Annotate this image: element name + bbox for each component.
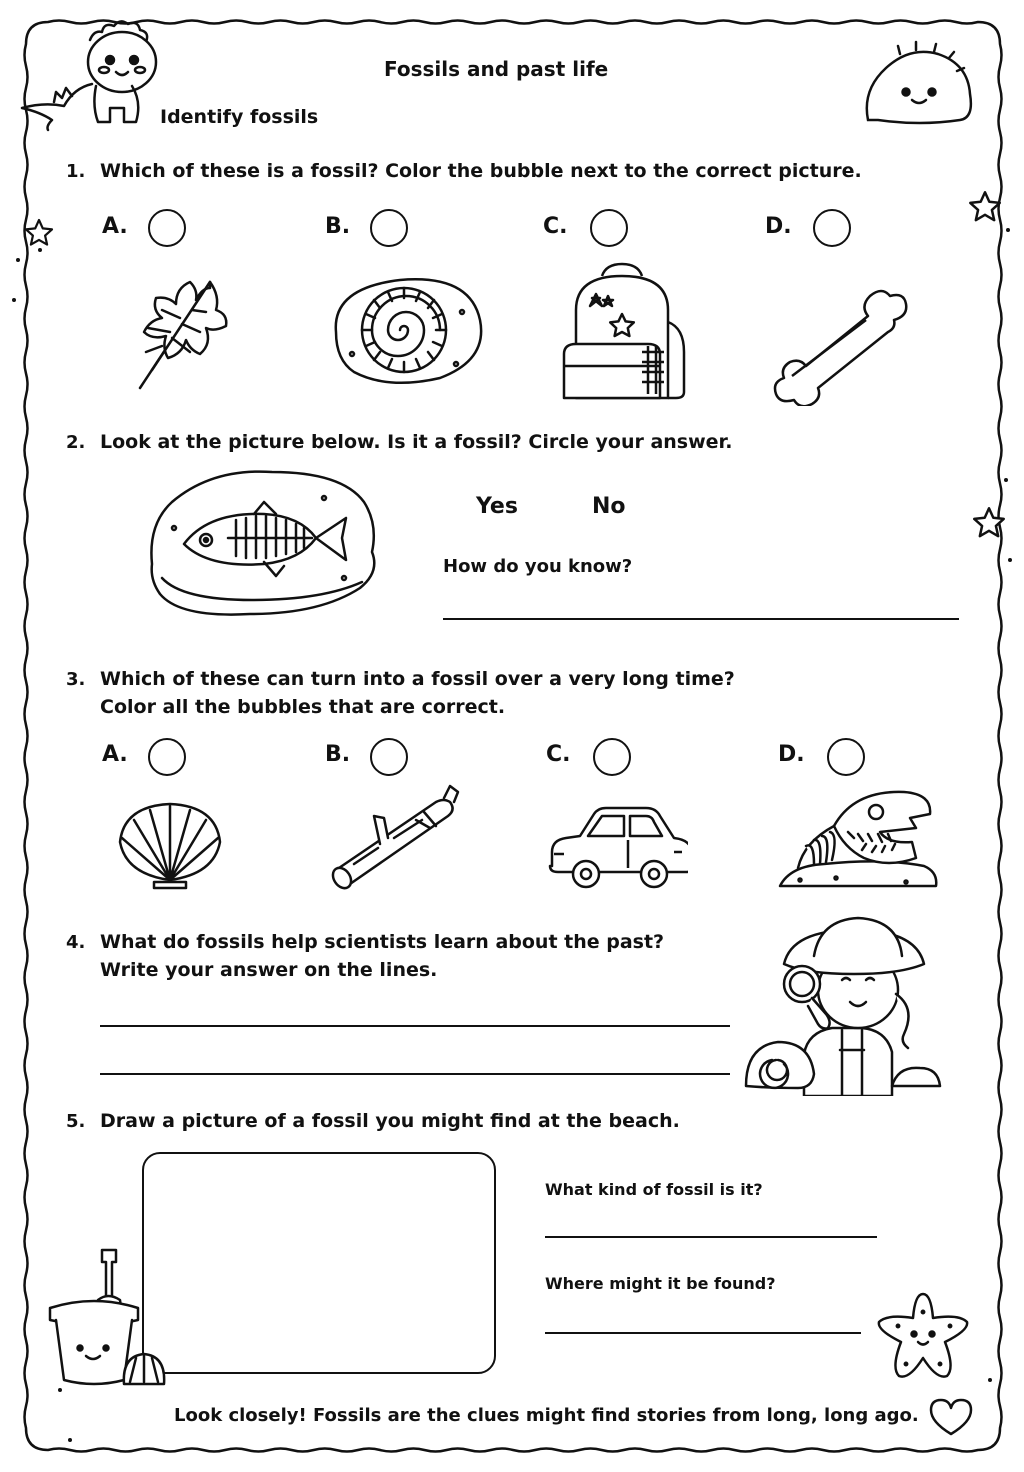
- q3-option-d-letter: D.: [778, 742, 805, 767]
- footer-message: Look closely! Fossils are the clues might find stories from long, long ago.: [174, 1405, 919, 1426]
- dinosaur-skeleton-icon: [776, 786, 940, 894]
- smiling-rock-icon: [858, 40, 978, 134]
- page-title: Fossils and past life: [384, 57, 609, 81]
- q2-answer-line[interactable]: [443, 618, 959, 620]
- q4-answer-line-2[interactable]: [100, 1073, 730, 1075]
- drawing-box[interactable]: [142, 1152, 496, 1374]
- border-dot: [38, 248, 42, 252]
- border-dot: [1008, 558, 1012, 562]
- border-dot: [988, 1378, 992, 1382]
- q3-text-line1: Which of these can turn into a fossil over a very long time?: [100, 668, 735, 690]
- leaf-icon: [122, 272, 234, 392]
- q4-answer-line-1[interactable]: [100, 1025, 730, 1027]
- q2-no-option[interactable]: No: [592, 494, 626, 519]
- q4-text-line1: What do fossils help scientists learn about the past?: [100, 931, 665, 953]
- explorer-girl-icon: [742, 910, 946, 1096]
- q3-option-d-bubble[interactable]: [827, 738, 865, 776]
- border-dot: [1004, 478, 1008, 482]
- q1-option-c-bubble[interactable]: [590, 209, 628, 247]
- q1-text: Which of these is a fossil? Color the bubble next to the correct picture.: [100, 160, 862, 182]
- starfish-icon: [870, 1290, 976, 1394]
- q1-option-d-letter: D.: [765, 214, 792, 239]
- seashell-icon: [114, 800, 226, 890]
- border-dot: [1006, 228, 1010, 232]
- q5-prompt-kind: What kind of fossil is it?: [545, 1180, 763, 1199]
- q3-option-a-bubble[interactable]: [148, 738, 186, 776]
- dinosaur-icon: [12, 10, 162, 132]
- q1-option-d-bubble[interactable]: [813, 209, 851, 247]
- q1-option-b-letter: B.: [325, 214, 351, 239]
- q3-number: 3.: [66, 669, 86, 690]
- q1-option-a-letter: A.: [102, 214, 128, 239]
- q5-answer-line-where[interactable]: [545, 1332, 861, 1334]
- branch-icon: [324, 784, 468, 892]
- star-icon: [968, 190, 1002, 224]
- q1-option-a-bubble[interactable]: [148, 209, 186, 247]
- q4-number: 4.: [66, 932, 86, 953]
- border-dot: [68, 1438, 72, 1442]
- q3-option-b-bubble[interactable]: [370, 738, 408, 776]
- q3-option-a-letter: A.: [102, 742, 128, 767]
- fish-fossil-icon: [144, 468, 376, 620]
- sand-bucket-icon: [44, 1244, 168, 1392]
- q1-number: 1.: [66, 161, 86, 182]
- bone-icon: [764, 276, 912, 406]
- star-icon: [972, 506, 1006, 540]
- backpack-icon: [556, 262, 688, 402]
- ammonite-fossil-icon: [322, 272, 488, 390]
- q1-option-b-bubble[interactable]: [370, 209, 408, 247]
- q5-number: 5.: [66, 1111, 86, 1132]
- q2-text: Look at the picture below. Is it a fossil? Circle your answer.: [100, 431, 733, 453]
- q3-option-c-bubble[interactable]: [593, 738, 631, 776]
- section-subtitle: Identify fossils: [160, 106, 319, 128]
- q4-text-line2: Write your answer on the lines.: [100, 959, 438, 981]
- q3-text-line2: Color all the bubbles that are correct.: [100, 696, 506, 718]
- q3-option-c-letter: C.: [546, 742, 571, 767]
- star-icon: [24, 218, 54, 248]
- border-dot: [12, 298, 16, 302]
- border-dot: [16, 258, 20, 262]
- q2-number: 2.: [66, 432, 86, 453]
- q2-prompt: How do you know?: [443, 556, 633, 577]
- q5-answer-line-kind[interactable]: [545, 1236, 877, 1238]
- q2-yes-option[interactable]: Yes: [476, 494, 518, 519]
- heart-icon: [928, 1396, 974, 1438]
- q1-option-c-letter: C.: [543, 214, 568, 239]
- car-icon: [548, 804, 688, 892]
- q3-option-b-letter: B.: [325, 742, 351, 767]
- q5-text: Draw a picture of a fossil you might find at the beach.: [100, 1110, 680, 1132]
- q5-prompt-where: Where might it be found?: [545, 1274, 776, 1293]
